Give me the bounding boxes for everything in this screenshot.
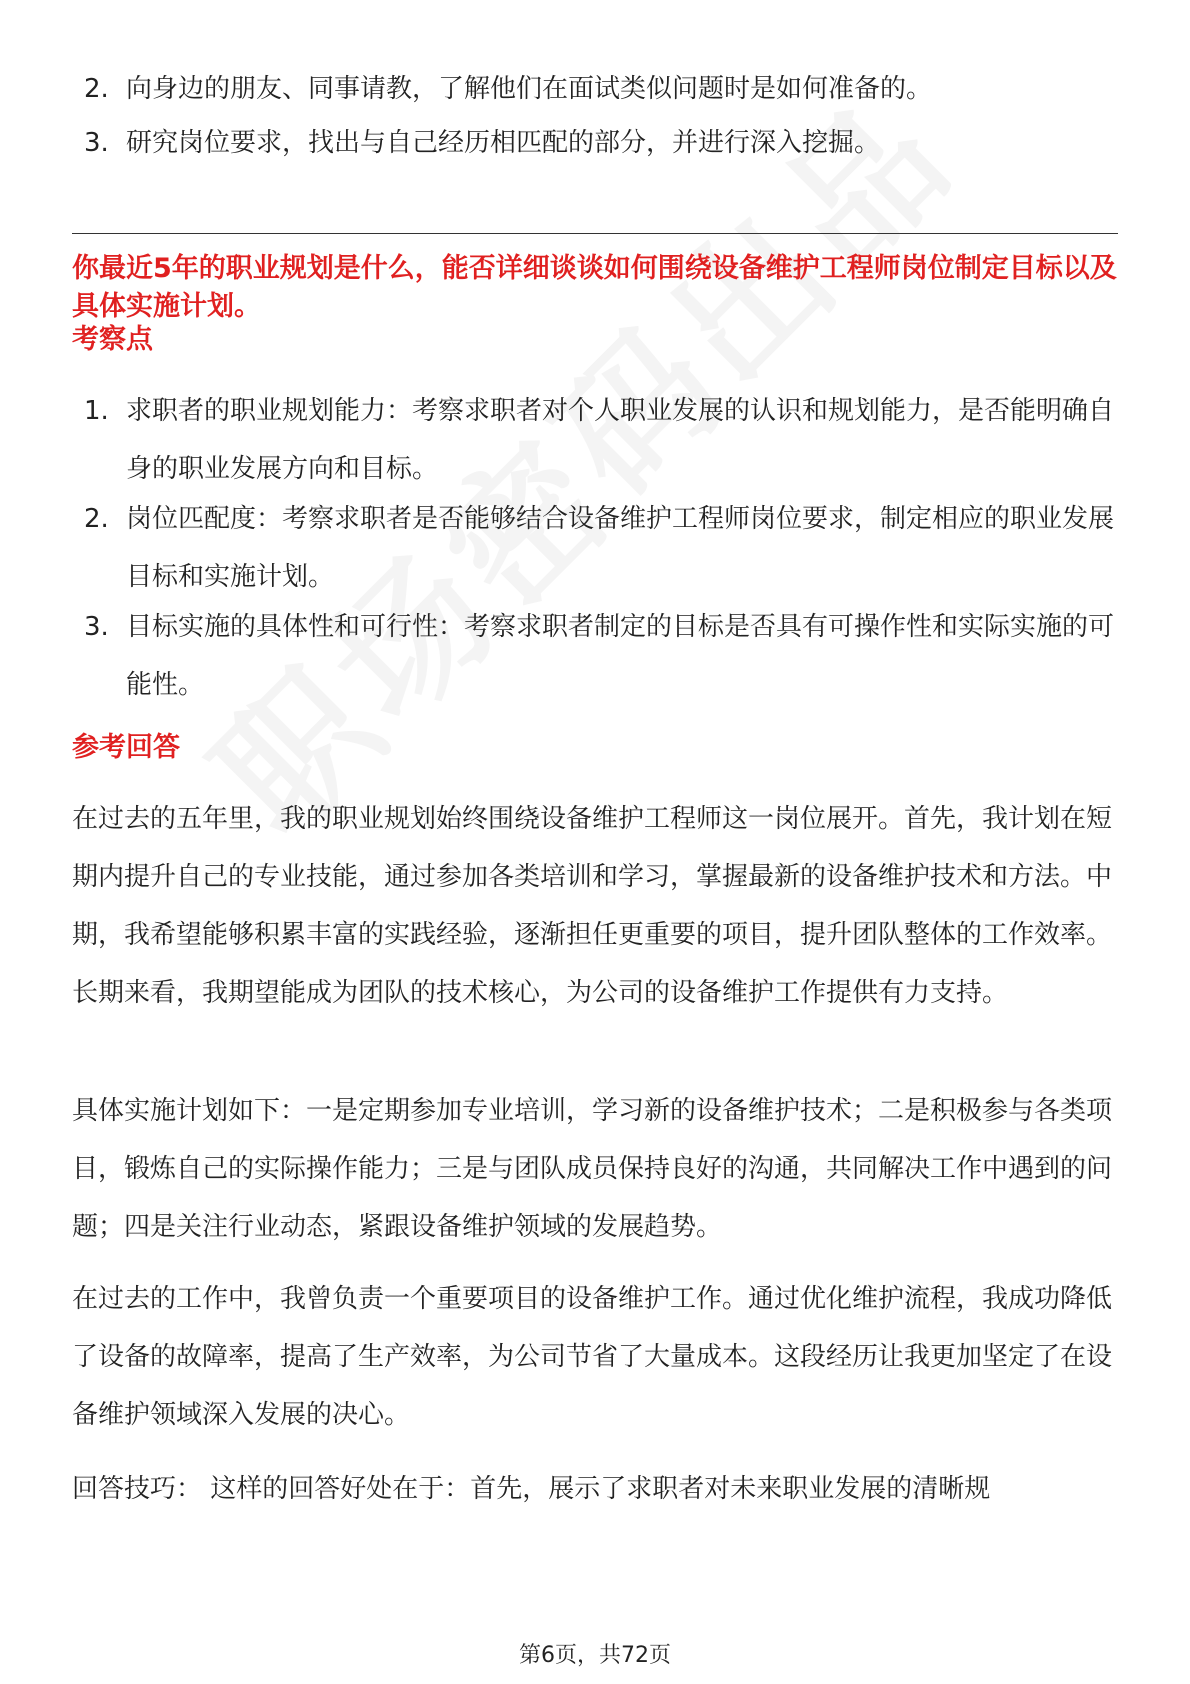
page-number: 第6页，共72页: [519, 1643, 671, 1668]
list-number: 2.: [84, 504, 109, 534]
list-item: [84, 490, 1114, 606]
list-text: 向身边的朋友、同事请教，了解他们在面试类似问题时是如何准备的。: [126, 74, 933, 104]
answer-heading: 参考回答: [72, 732, 180, 763]
list-number: 3.: [84, 128, 109, 158]
section-divider: [72, 233, 1118, 234]
list-number: 3.: [84, 612, 109, 642]
list-number: 2.: [84, 74, 109, 104]
answer-paragraph: 在过去的五年里，我的职业规划始终围绕设备维护工程师这一岗位展开。首先，我计划在短期内提升自己的专业技能，通过参加各类培训和学习，掌握最新的设备维护技术和方法。中期，我希望能够积累丰富的实践经验，逐渐担任更重要的项目，提升团队整体的工作效率。长期来看，我期望能成为团队的技术核心，为公司的设备维护工作提供有力支持。: [72, 804, 1113, 1008]
list-text: 研究岗位要求，找出与自己经历相匹配的部分，并进行深入挖掘。: [126, 128, 881, 158]
points-heading: 考察点: [72, 324, 153, 355]
list-item: [84, 114, 1114, 172]
list-text: 目标实施的具体性和可行性：考察求职者制定的目标是否具有可操作性和实际实施的可能性。: [126, 612, 1115, 700]
list-item: [84, 60, 1114, 118]
answer-tips: 回答技巧： 这样的回答好处在于：首先，展示了求职者对未来职业发展的清晰规: [72, 1474, 991, 1504]
list-text: 岗位匹配度：考察求职者是否能够结合设备维护工程师岗位要求，制定相应的职业发展目标和实施计划。: [126, 504, 1115, 592]
list-text: 求职者的职业规划能力：考察求职者对个人职业发展的认识和规划能力，是否能明确自身的职业发展方向和目标。: [126, 396, 1115, 484]
list-item: [84, 382, 1114, 498]
list-item: [84, 598, 1114, 714]
answer-paragraph: 在过去的工作中，我曾负责一个重要项目的设备维护工作。通过优化维护流程，我成功降低了设备的故障率，提高了生产效率，为公司节省了大量成本。这段经历让我更加坚定了在设备维护领域深入发展的决心。: [72, 1284, 1113, 1430]
question-title: 你最近5年的职业规划是什么，能否详细谈谈如何围绕设备维护工程师岗位制定目标以及具体实施计划。: [72, 253, 1117, 322]
list-number: 1.: [84, 396, 109, 426]
answer-paragraph: 具体实施计划如下：一是定期参加专业培训，学习新的设备维护技术；二是积极参与各类项目，锻炼自己的实际操作能力；三是与团队成员保持良好的沟通，共同解决工作中遇到的问题；四是关注行业动态，紧跟设备维护领域的发展趋势。: [72, 1096, 1113, 1242]
